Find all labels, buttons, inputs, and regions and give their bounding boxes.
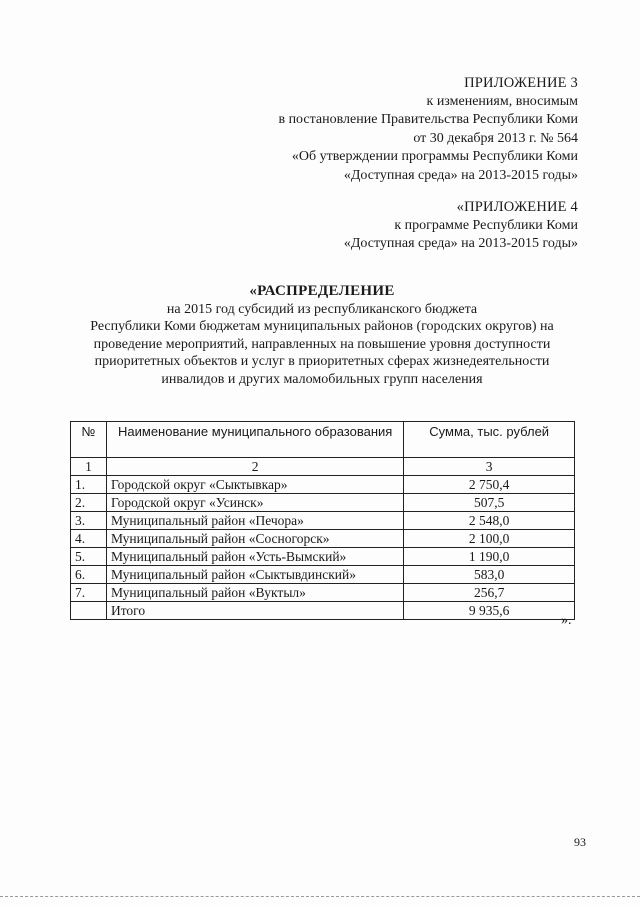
total-amount: 9 935,6	[404, 602, 575, 620]
page-number: 93	[574, 835, 586, 849]
column-number: 3	[404, 458, 575, 476]
row-amount: 2 100,0	[404, 530, 575, 548]
appendix-3-line: от 30 декабря 2013 г. № 564	[413, 130, 578, 146]
appendix-3-line: в постановление Правительства Республики Коми	[278, 112, 578, 127]
table-row	[71, 476, 575, 494]
table-row	[71, 530, 575, 548]
row-number: 7.	[71, 584, 107, 602]
distribution-subtitle-line: инвалидов и других маломобильных групп населения	[161, 371, 483, 387]
row-number: 5.	[71, 548, 107, 566]
table-row	[71, 494, 575, 512]
total-number	[71, 602, 107, 620]
row-number: 6.	[71, 566, 107, 584]
distribution-subtitle-line: приоритетных объектов и услуг в приоритетных сферах жизнедеятельности	[94, 354, 550, 369]
row-number: 2.	[71, 494, 107, 512]
row-number: 3.	[71, 512, 107, 530]
column-number: 2	[106, 458, 403, 476]
appendix-3-line: «Об утверждении программы Республики Коми	[291, 149, 578, 164]
row-municipality: Муниципальный район «Сыктывдинский»	[106, 566, 403, 584]
closing-quote: ».	[561, 613, 572, 628]
header-municipality: Наименование муниципального образования	[106, 422, 403, 458]
row-amount: 2 548,0	[404, 512, 575, 530]
appendix-4-line: «Доступная среда» на 2013-2015 годы»	[343, 236, 578, 251]
appendix-4-line: к программе Республики Коми	[394, 217, 578, 233]
appendix-3-title: ПРИЛОЖЕНИЕ 3	[464, 75, 578, 91]
table-row	[71, 566, 575, 584]
row-municipality: Муниципальный район «Сосногорск»	[106, 530, 403, 548]
appendix-3-line: «Доступная среда» на 2013-2015 годы»	[343, 167, 578, 183]
distribution-title: «РАСПРЕДЕЛЕНИЕ	[249, 283, 395, 299]
appendix-3-header	[278, 74, 578, 185]
scan-edge-line	[0, 896, 640, 898]
subsidy-distribution-table	[70, 421, 575, 620]
row-amount: 256,7	[404, 584, 575, 602]
row-amount: 1 190,0	[404, 548, 575, 566]
row-municipality: Муниципальный район «Печора»	[106, 512, 403, 530]
row-number: 1.	[71, 476, 107, 494]
distribution-heading	[60, 283, 584, 388]
table-row	[71, 548, 575, 566]
row-municipality: Муниципальный район «Вуктыл»	[106, 584, 403, 602]
column-number: 1	[71, 458, 107, 476]
total-label: Итого	[106, 602, 403, 620]
table-row	[71, 512, 575, 530]
distribution-subtitle-line: Республики Коми бюджетам муниципальных районов (городских округов) на	[90, 319, 554, 334]
row-number: 4.	[71, 530, 107, 548]
column-number-row	[71, 458, 575, 476]
distribution-subtitle-line: проведение мероприятий, направленных на повышение уровня доступности	[93, 336, 551, 352]
row-amount: 583,0	[404, 566, 575, 584]
row-amount: 507,5	[404, 494, 575, 512]
header-amount: Сумма, тыс. рублей	[404, 422, 575, 458]
table-header-row	[71, 422, 575, 458]
appendix-4-title: «ПРИЛОЖЕНИЕ 4	[456, 199, 578, 215]
appendix-3-line: к изменениям, вносимым	[426, 93, 578, 109]
table-row	[71, 584, 575, 602]
distribution-subtitle-line: на 2015 год субсидий из республиканского бюджета	[166, 301, 478, 317]
header-number: №	[71, 422, 107, 458]
appendix-4-header	[344, 198, 578, 254]
row-amount: 2 750,4	[404, 476, 575, 494]
row-municipality: Городской округ «Усинск»	[106, 494, 403, 512]
row-municipality: Муниципальный район «Усть-Вымский»	[106, 548, 403, 566]
row-municipality: Городской округ «Сыктывкар»	[106, 476, 403, 494]
table-total-row	[71, 602, 575, 620]
